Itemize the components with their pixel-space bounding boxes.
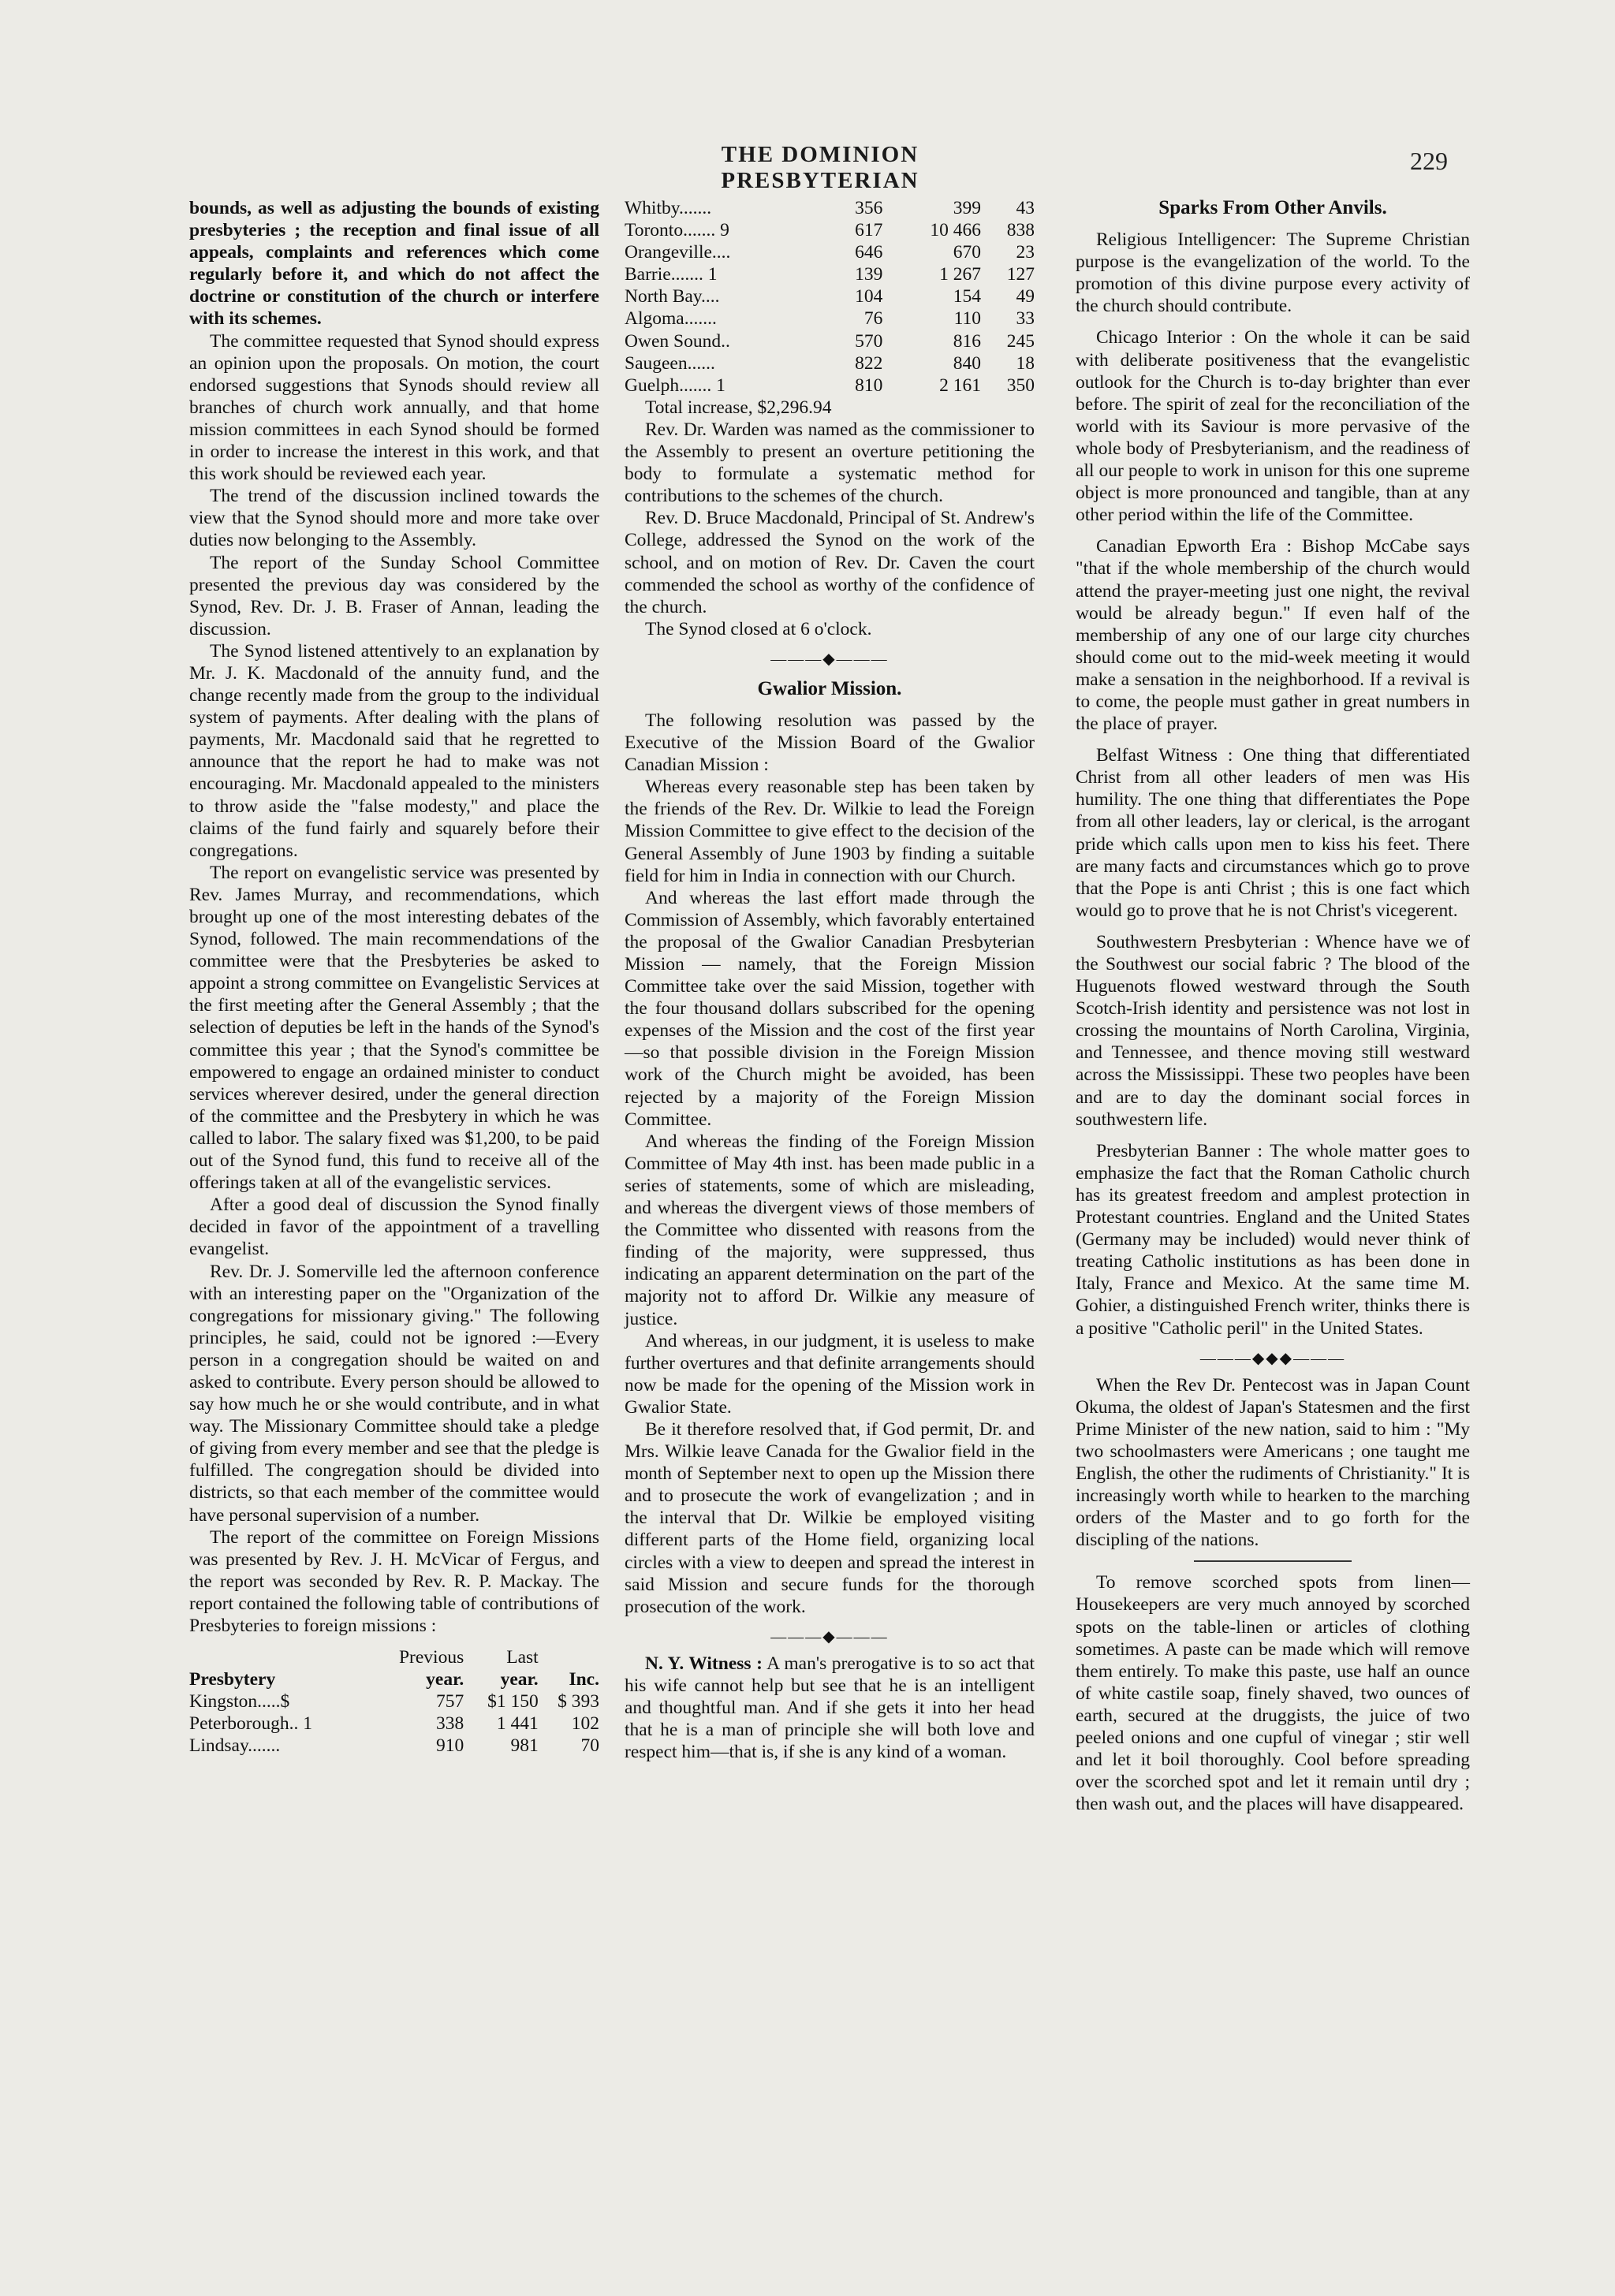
- section-heading: Sparks From Other Anvils.: [1158, 197, 1387, 218]
- table-header-cell: [189, 1646, 369, 1668]
- paragraph: And whereas the finding of the Foreign Mission Committee of May 4th inst. has been made public in a series of statements, some of which are misleading, and whereas the divergent views of those members of the Committee who dissented with reasons from the finding of the majority, were suppressed, thus indicating an apparent determination on the part of the majority not to afford Dr. Wilkie any measure of justice.: [625, 1131, 1035, 1329]
- table-cell: Lindsay.......: [189, 1735, 281, 1757]
- table-row: [625, 352, 1035, 375]
- table-cell: 245: [1006, 330, 1035, 352]
- table-cell: Orangeville....: [625, 242, 731, 263]
- table-cell: Owen Sound..: [625, 330, 730, 352]
- table-cell: 670: [953, 242, 981, 263]
- table-cell: 70: [580, 1735, 599, 1757]
- table-cell: 18: [1016, 352, 1035, 374]
- paragraph: bounds, as well as adjusting the bounds of existing presbyteries ; the reception and final issue of all appeals, complaints and references which come regularly before it, and which do not affect the doctrine or constitution of the church or interfere with its schemes.: [189, 198, 599, 330]
- paragraph: The report on evangelistic service was presented by Rev. James Murray, and recommendations, which brought up one of the most interesting debates of the Synod, followed. The main recommendations of the committee were that the Presbyteries be asked to appoint a strong committee on Evangelistic Services at the first meeting after the General Assembly ; that the selection of deputies be left in the hands of the Synod's committee this year ; that the Synod's committee be empowered to engage an ordained minister to conduct services wherever desired, under the general direction of the committee and the Presbytery in which he was called to labor. The salary fixed was $1,200, to be paid out of the Synod fund, this fund to receive all of the offerings taken at all of the evangelistic services.: [189, 862, 599, 1194]
- paragraph: When the Rev Dr. Pentecost was in Japan Count Okuma, the oldest of Japan's Statesmen and the first Prime Minister of the new nation, said to him : "My two schoolmasters were Americans ; one taught me English, the other the rudiments of Christianity." It is increasingly worth while to hearken to the marching orders of the Master and to go forth for the discipling of the nations.: [1076, 1374, 1470, 1551]
- paragraph: The report of the committee on Foreign Missions was presented by Rev. J. H. McVicar of Fergus, and the report was seconded by Rev. R. P. Mackay. The report contained the following table of contributions of Presbyteries to foreign missions :: [189, 1526, 599, 1636]
- table-cell: 570: [855, 330, 883, 352]
- table-cell: 356: [855, 198, 883, 218]
- table-cell: 127: [1006, 264, 1035, 285]
- ornamental-divider: ———◆◆◆———: [1199, 1349, 1346, 1367]
- table-cell: 1 267: [939, 264, 981, 285]
- table-cell: 10 466: [930, 220, 981, 241]
- table-cell: Toronto....... 9: [625, 220, 729, 241]
- paragraph: Belfast Witness : One thing that differentiated Christ from all other leaders of men was His humility. The one thing that differentiates the Pope from all other leaders, lay or clerical, is the arrogant pride which calls upon men to kiss his feet. There are many facts and circumstances which go to prove that the Pope is anti Christ ; this is one fact which would go to prove that he is not Christ's vicegerent.: [1076, 745, 1470, 921]
- table-header-cell: Presbytery: [189, 1669, 276, 1690]
- section-heading: Gwalior Mission.: [757, 677, 902, 699]
- column-middle: [625, 197, 1035, 1763]
- table-cell: 646: [855, 242, 883, 263]
- ornamental-divider: ———◆———: [770, 650, 889, 668]
- paragraph: Chicago Interior : On the whole it can be said with deliberate positiveness that the evangelistic outlook for the Church is to-day brighter than ever before. The spirit of zeal for the reconciliation of the world with its Saviour is more pervasive of the whole body of Presbyterianism, and the readiness of all our people to work in unison for this one supreme object is more pronounced and tangible, than at any other period within the life of the Committee.: [1076, 327, 1470, 526]
- table-header-cell: Last: [506, 1647, 539, 1668]
- column-right: [1076, 197, 1470, 1815]
- paragraph: Presbyterian Banner : The whole matter goes to emphasize the fact that the Roman Catholic church has its greatest freedom and amplest protection in Protestant countries. England and the United States (Germany may be included) would never think of treating Catholic institutions as has been done in Italy, France and Mexico. At the same time M. Gohier, a distinguished French writer, thinks there is a positive "Catholic peril" in the United States.: [1076, 1140, 1470, 1339]
- divider: [1194, 1560, 1352, 1562]
- table-cell: 1 441: [496, 1713, 539, 1735]
- table-row: [625, 308, 1035, 330]
- paragraph: The Synod listened attentively to an explanation by Mr. J. K. Macdonald of the annuity fund, and the change recently made from the group to the individual system of payments. After dealing with the plans of payments, Mr. Macdonald said that he regretted to announce that the report he had to make was not encouraging. Mr. Macdonald appealed to the ministers to throw aside the "false modesty," and place the claims of the fund fairly and squarely before their congregations.: [189, 640, 599, 861]
- table-row: [625, 241, 1035, 263]
- table-row: [625, 330, 1035, 352]
- table-header-cell: Inc.: [569, 1669, 599, 1690]
- table-cell: 838: [1006, 220, 1035, 241]
- table-row: [189, 1735, 599, 1757]
- table-cell: 350: [1006, 375, 1035, 396]
- table-cell: Saugeen......: [625, 352, 715, 374]
- paragraph: Whereas every reasonable step has been taken by the friends of the Rev. Dr. Wilkie to lead the Foreign Mission Committee to give effect to the decision of the General Assembly of June 1903 by finding a suitable field for him in India in connection with our Church.: [625, 777, 1035, 886]
- table-cell: Algoma.......: [625, 308, 717, 330]
- table-cell: 49: [1016, 286, 1035, 308]
- table-header-row: [189, 1646, 599, 1668]
- table-cell: 102: [571, 1713, 599, 1735]
- table-row: [625, 219, 1035, 241]
- table-header-row: [189, 1668, 599, 1690]
- table-cell: Whitby.......: [625, 198, 712, 218]
- paragraph: The report of the Sunday School Committee presented the previous day was considered by the Synod, Rev. Dr. J. B. Fraser of Annan, leading the discussion.: [189, 552, 599, 639]
- quote-text: A man's prerogative is to so act that his wife cannot help but see that he is an intelligent and thoughtful man. And if she gets it into her head that he is a man of principle she will both love and respect him—that is, if she is any kind of a woman.: [625, 1653, 1035, 1763]
- table-row: [625, 375, 1035, 397]
- table-header-cell: [539, 1646, 599, 1668]
- table-cell: $ 393: [558, 1691, 599, 1713]
- table-cell: Kingston.....$: [189, 1691, 290, 1713]
- table-cell: 76: [863, 308, 883, 330]
- table-header-cell: Previous: [398, 1647, 464, 1668]
- total-increase: Total increase, $2,296.94: [645, 397, 832, 418]
- table-cell: Peterborough.. 1: [189, 1713, 312, 1735]
- table-cell: 43: [1016, 198, 1035, 218]
- paragraph: After a good deal of discussion the Synod finally decided in favor of the appointment of a travelling evangelist.: [189, 1195, 599, 1260]
- table-cell: 154: [953, 286, 981, 308]
- paragraph: The Synod closed at 6 o'clock.: [645, 618, 872, 639]
- table-cell: 33: [1016, 308, 1035, 330]
- page-number: 229: [1410, 147, 1448, 175]
- paragraph: The trend of the discussion inclined towards the view that the Synod should more and more take over duties now belonging to the Assembly.: [189, 486, 599, 551]
- paragraph: [625, 1653, 1035, 1763]
- table-row: [625, 285, 1035, 308]
- contributions-table-part2: [625, 197, 1035, 397]
- table-cell: 338: [435, 1713, 464, 1735]
- table-cell: 910: [435, 1735, 464, 1757]
- table-cell: 399: [953, 198, 981, 218]
- table-cell: 23: [1016, 242, 1035, 263]
- table-cell: 840: [953, 352, 981, 374]
- paragraph: Southwestern Presbyterian : Whence have we of the Southwest our social fabric ? The blood of the Huguenots flowed westward through the South Scotch-Irish identity and persistence was not lost in crossing the mountains of North Carolina, Virginia, and Tennessee, and thence moving still westward across the Mississippi. These two peoples have been and are to day the dominant social forces in southwestern life.: [1076, 931, 1470, 1130]
- table-cell: Guelph....... 1: [625, 375, 725, 396]
- table-row: [189, 1713, 599, 1735]
- paragraph: And whereas the last effort made through the Commission of Assembly, which favorably entertained the proposal of the Gwalior Canadian Presbyterian Mission — namely, that the Foreign Mission Committee take over the said Mission, together with the four thousand dollars subscribed for the opening expenses of the Mission and the cost of the first year —so that possible division in the Foreign Mission work of the Church might be avoided, has been rejected by a majority of the Foreign Mission Committee.: [625, 887, 1035, 1130]
- table-cell: 617: [855, 220, 883, 241]
- paragraph: And whereas, in our judgment, it is useless to make further overtures and that definite arrangements should now be made for the opening of the Mission work in Gwalior State.: [625, 1330, 1035, 1418]
- table-header-cell: year.: [426, 1669, 464, 1690]
- table-cell: 2 161: [939, 375, 981, 396]
- table-cell: 104: [855, 286, 883, 308]
- paragraph: Be it therefore resolved that, if God permit, Dr. and Mrs. Wilkie leave Canada for the Gwalior field in the month of September next to open up the Mission there and to prosecute the work of evangelization ; and in the interval that Dr. Wilkie be employed visiting different parts of the Home field, organizing local circles with a view to deepen and spread the interest in said Mission and secure funds for the thorough prosecution of the work.: [625, 1418, 1035, 1617]
- contributions-table-part1: [189, 1646, 599, 1757]
- table-cell: 810: [855, 375, 883, 396]
- masthead-title: THE DOMINION PRESBYTERIAN: [721, 142, 919, 193]
- paragraph: To remove scorched spots from linen—Housekeepers are very much annoyed by scorched spots on the table-linen or articles of clothing sometimes. A paste can be made which will remove them entirely. To make this paste, use half an ounce of white castile soap, finely shaved, two ounces of earth, secured at the druggists, the juice of two peeled onions and one cupful of vinegar ; stir well and let it boil thoroughly. Cool before spreading over the scorched spot and let it remain until dry ; then wash out, and the places will have disappeared.: [1076, 1572, 1470, 1815]
- paragraph: The following resolution was passed by the Executive of the Mission Board of the Gwalior Canadian Mission :: [625, 710, 1035, 776]
- table-cell: 822: [855, 352, 883, 374]
- table-cell: North Bay....: [625, 286, 720, 308]
- table-row: [625, 197, 1035, 219]
- paragraph: The committee requested that Synod should express an opinion upon the proposals. On motion, the court endorsed suggestions that Synods should review all branches of church work annually, and that home mission committees in each Synod should be formed in order to increase the interest in this work, and that this work should be reviewed each year.: [189, 330, 599, 485]
- table-cell: 139: [855, 264, 883, 285]
- paragraph: Rev. Dr. J. Somerville led the afternoon conference with an interesting paper on the "Organization of the congregations for missionary giving." The following principles, he said, could not be ignored :—Every person in a congregation should be waited on and asked to contribute. Every person should be allowed to say how much he or she would contribute, and in what way. The Missionary Committee should take a pledge of giving from every member and see that the pledge is fulfilled. The congregation should be divided into districts, so that each member of the committee would have personal supervision of a number.: [189, 1261, 599, 1526]
- paragraph: Canadian Epworth Era : Bishop McCabe says "that if the whole membership of the church would attend the prayer-meeting just one night, the revival would be already begun." If even half of the membership of any one of our large city churches should come out to the mid-week meeting it would make a sensation in the neighborhood. If a revival is to come, the people must gather in great numbers in the place of prayer.: [1076, 536, 1470, 735]
- table-cell: 757: [435, 1691, 464, 1713]
- table-cell: 981: [510, 1735, 539, 1757]
- table-row: [189, 1690, 599, 1713]
- table-cell: $1 150: [487, 1691, 539, 1713]
- table-header-cell: year.: [500, 1669, 539, 1690]
- table-row: [625, 263, 1035, 285]
- column-left: [189, 197, 599, 1757]
- paragraph: Rev. D. Bruce Macdonald, Principal of St. Andrew's College, addressed the Synod on the work of the school, and on motion of Rev. Dr. Caven the court commended the school as worthy of the confidence of the church.: [625, 508, 1035, 617]
- paragraph: Rev. Dr. Warden was named as the commissioner to the Assembly to present an overture petitioning the body to formulate a systematic method for contributions to the schemes of the church.: [625, 419, 1035, 507]
- ornamental-divider: ———◆———: [770, 1627, 889, 1646]
- paragraph: Religious Intelligencer: The Supreme Christian purpose is the evangelization of the world. To the promotion of this divine purpose every activity of the church should contribute.: [1076, 229, 1470, 317]
- table-cell: 110: [953, 308, 981, 330]
- table-cell: 816: [953, 330, 981, 352]
- table-cell: Barrie....... 1: [625, 264, 718, 285]
- source-name: N. Y. Witness :: [645, 1653, 763, 1674]
